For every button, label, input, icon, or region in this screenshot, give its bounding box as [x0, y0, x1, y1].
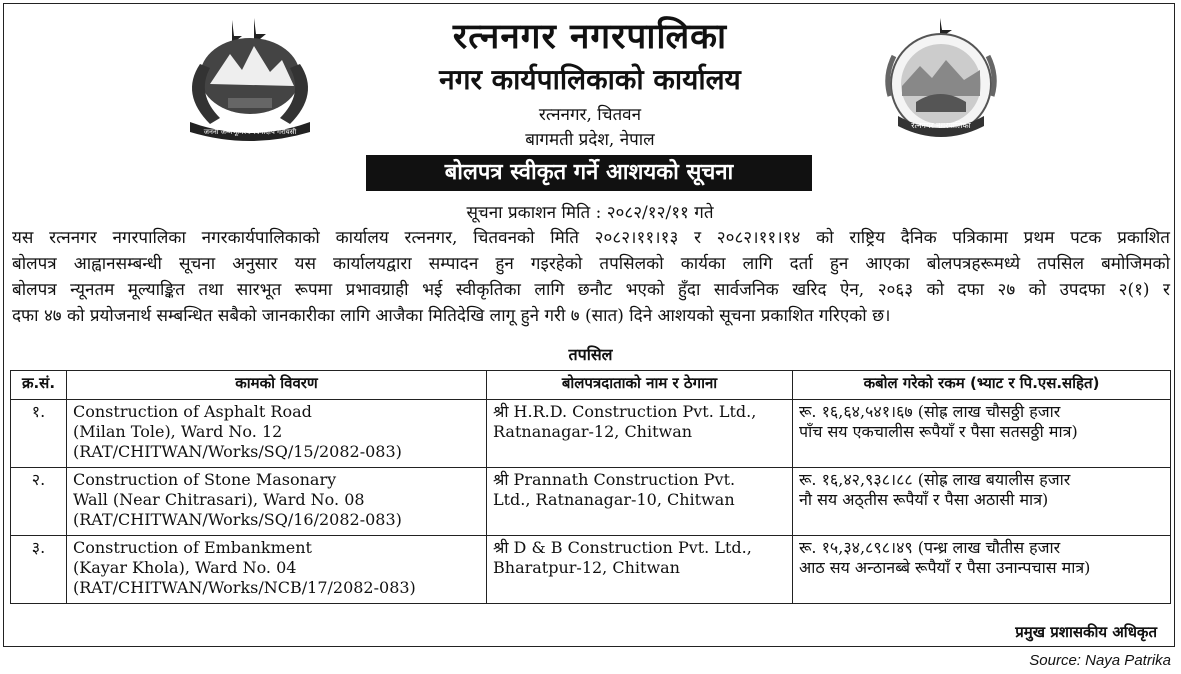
amount-line: रू. १५,३४,८९८।४९ (पन्ध्र लाख चौतीस हजार [799, 538, 1061, 557]
work-line: Wall (Near Chitrasari), Ward No. 08 [73, 490, 365, 509]
column-header-bidder: बोलपत्रदाताको नाम र ठेगाना [487, 371, 793, 400]
work-line: Construction of Stone Masonary [73, 470, 337, 489]
table-row [11, 536, 1171, 604]
table-header-row [11, 371, 1171, 400]
work-line: Construction of Asphalt Road [73, 402, 312, 421]
work-line: (Kayar Khola), Ward No. 04 [73, 558, 297, 577]
notice-body-line: बोलपत्र आह्वानसम्बन्धी सूचना अनुसार यस कार्यालयद्वारा सम्पादन हुन गइरहेको तपसिलको कार्यका लागि दर्ता हुन आएका बोलपत्रहरूमध्ये तपसिल बमोजिमको [12, 254, 1170, 274]
table-row [11, 468, 1171, 536]
bidder-line: Ltd., Ratnanagar-10, Chitwan [493, 490, 735, 509]
bidder-line: श्री D & B Construction Pvt. Ltd., [493, 538, 752, 557]
row-work [67, 400, 487, 468]
row-sn: १. [11, 400, 67, 468]
notice-body-line: बोलपत्र न्यूनतम मूल्याङ्कित तथा सारभूत रूपमा प्रभावग्राही भई स्वीकृतिका लागि छनौट भएको हुँदा सार्वजनिक खरिद ऐन, २०६३ को दफा २७ को उपदफा २(१) र [12, 280, 1170, 300]
column-header-sn: क्र.सं. [11, 371, 67, 400]
amount-line: रू. १६,६४,५४१।६७ (सोह्र लाख चौसठ्ठी हजार [799, 402, 1061, 421]
bidder-line: Bharatpur-12, Chitwan [493, 558, 680, 577]
bidder-line: श्री H.R.D. Construction Pvt. Ltd., [493, 402, 757, 421]
amount-line: रू. १६,४२,९३८।८८ (सोह्र लाख बयालीस हजार [799, 470, 1071, 489]
row-bidder [487, 536, 793, 604]
work-line: (RAT/CHITWAN/Works/NCB/17/2082-083) [73, 578, 416, 597]
bid-details-table [10, 370, 1171, 604]
organization-name: रत्ननगर नगरपालिका [452, 17, 728, 57]
row-sn: ३. [11, 536, 67, 604]
municipality-logo-icon [880, 16, 1002, 140]
office-name: नगर कार्यपालिकाको कार्यालय [439, 63, 741, 96]
notice-title-banner: बोलपत्र स्वीकृत गर्ने आशयको सूचना [366, 155, 812, 191]
signature-title: प्रमुख प्रशासकीय अधिकृत [1015, 623, 1157, 641]
amount-line: आठ सय अन्ठानब्बे रूपैयाँ र पैसा उनान्पचास मात्र) [799, 558, 1091, 577]
work-line: (RAT/CHITWAN/Works/SQ/15/2082-083) [73, 442, 402, 461]
right-emblem-text: रत्ननगर नगरपालिका [911, 121, 971, 130]
row-amount [793, 468, 1171, 536]
left-emblem-motto: जननी जन्मभूमिश्च स्वर्गादपि गरीयसी [203, 128, 297, 136]
work-line: (Milan Tole), Ward No. 12 [73, 422, 283, 441]
column-header-amount: कबोल गरेको रकम (भ्याट र पि.एस.सहित) [793, 371, 1171, 400]
bidder-line: Ratnanagar-12, Chitwan [493, 422, 693, 441]
row-work [67, 536, 487, 604]
row-bidder [487, 468, 793, 536]
bidder-line: श्री Prannath Construction Pvt. [493, 470, 736, 489]
table-row [11, 400, 1171, 468]
publication-date: सूचना प्रकाशन मिति : २०८२/१२/११ गते [466, 203, 714, 223]
details-heading: तपसिल [568, 345, 613, 364]
amount-line: नौ सय अठ्तीस रूपैयाँ र पैसा अठासी मात्र) [799, 490, 1049, 509]
row-amount [793, 536, 1171, 604]
row-work [67, 468, 487, 536]
address-line-1: रत्ननगर, चितवन [538, 105, 642, 125]
address-line-2: बागमती प्रदेश, नेपाल [525, 130, 655, 150]
amount-line: पाँच सय एकचालीस रूपैयाँ र पैसा सतसठ्ठी मात्र) [799, 422, 1078, 441]
work-line: Construction of Embankment [73, 538, 312, 557]
row-amount [793, 400, 1171, 468]
work-line: (RAT/CHITWAN/Works/SQ/16/2082-083) [73, 510, 402, 529]
source-credit: Source: Naya Patrika [1029, 652, 1171, 669]
row-sn: २. [11, 468, 67, 536]
column-header-work: कामको विवरण [67, 371, 487, 400]
notice-body-line: यस रत्ननगर नगरपालिका नगरकार्यपालिकाको कार्यालय रत्ननगर, चितवनको मिति २०८२।११।१३ र २०८२।११।१४ को राष्ट्रिय दैनिक पत्रिकामा प्रथम पटक प्रकाशित [12, 228, 1170, 248]
notice-body [12, 225, 1170, 329]
notice-body-line: दफा ४७ को प्रयोजनार्थ सम्बन्धित सबैको जानकारीका लागि आजैका मितिदेखि लागू हुने गरी ७ (सात) दिने आशयको सूचना प्रकाशित गरिएको छ। [12, 306, 891, 326]
row-bidder [487, 400, 793, 468]
